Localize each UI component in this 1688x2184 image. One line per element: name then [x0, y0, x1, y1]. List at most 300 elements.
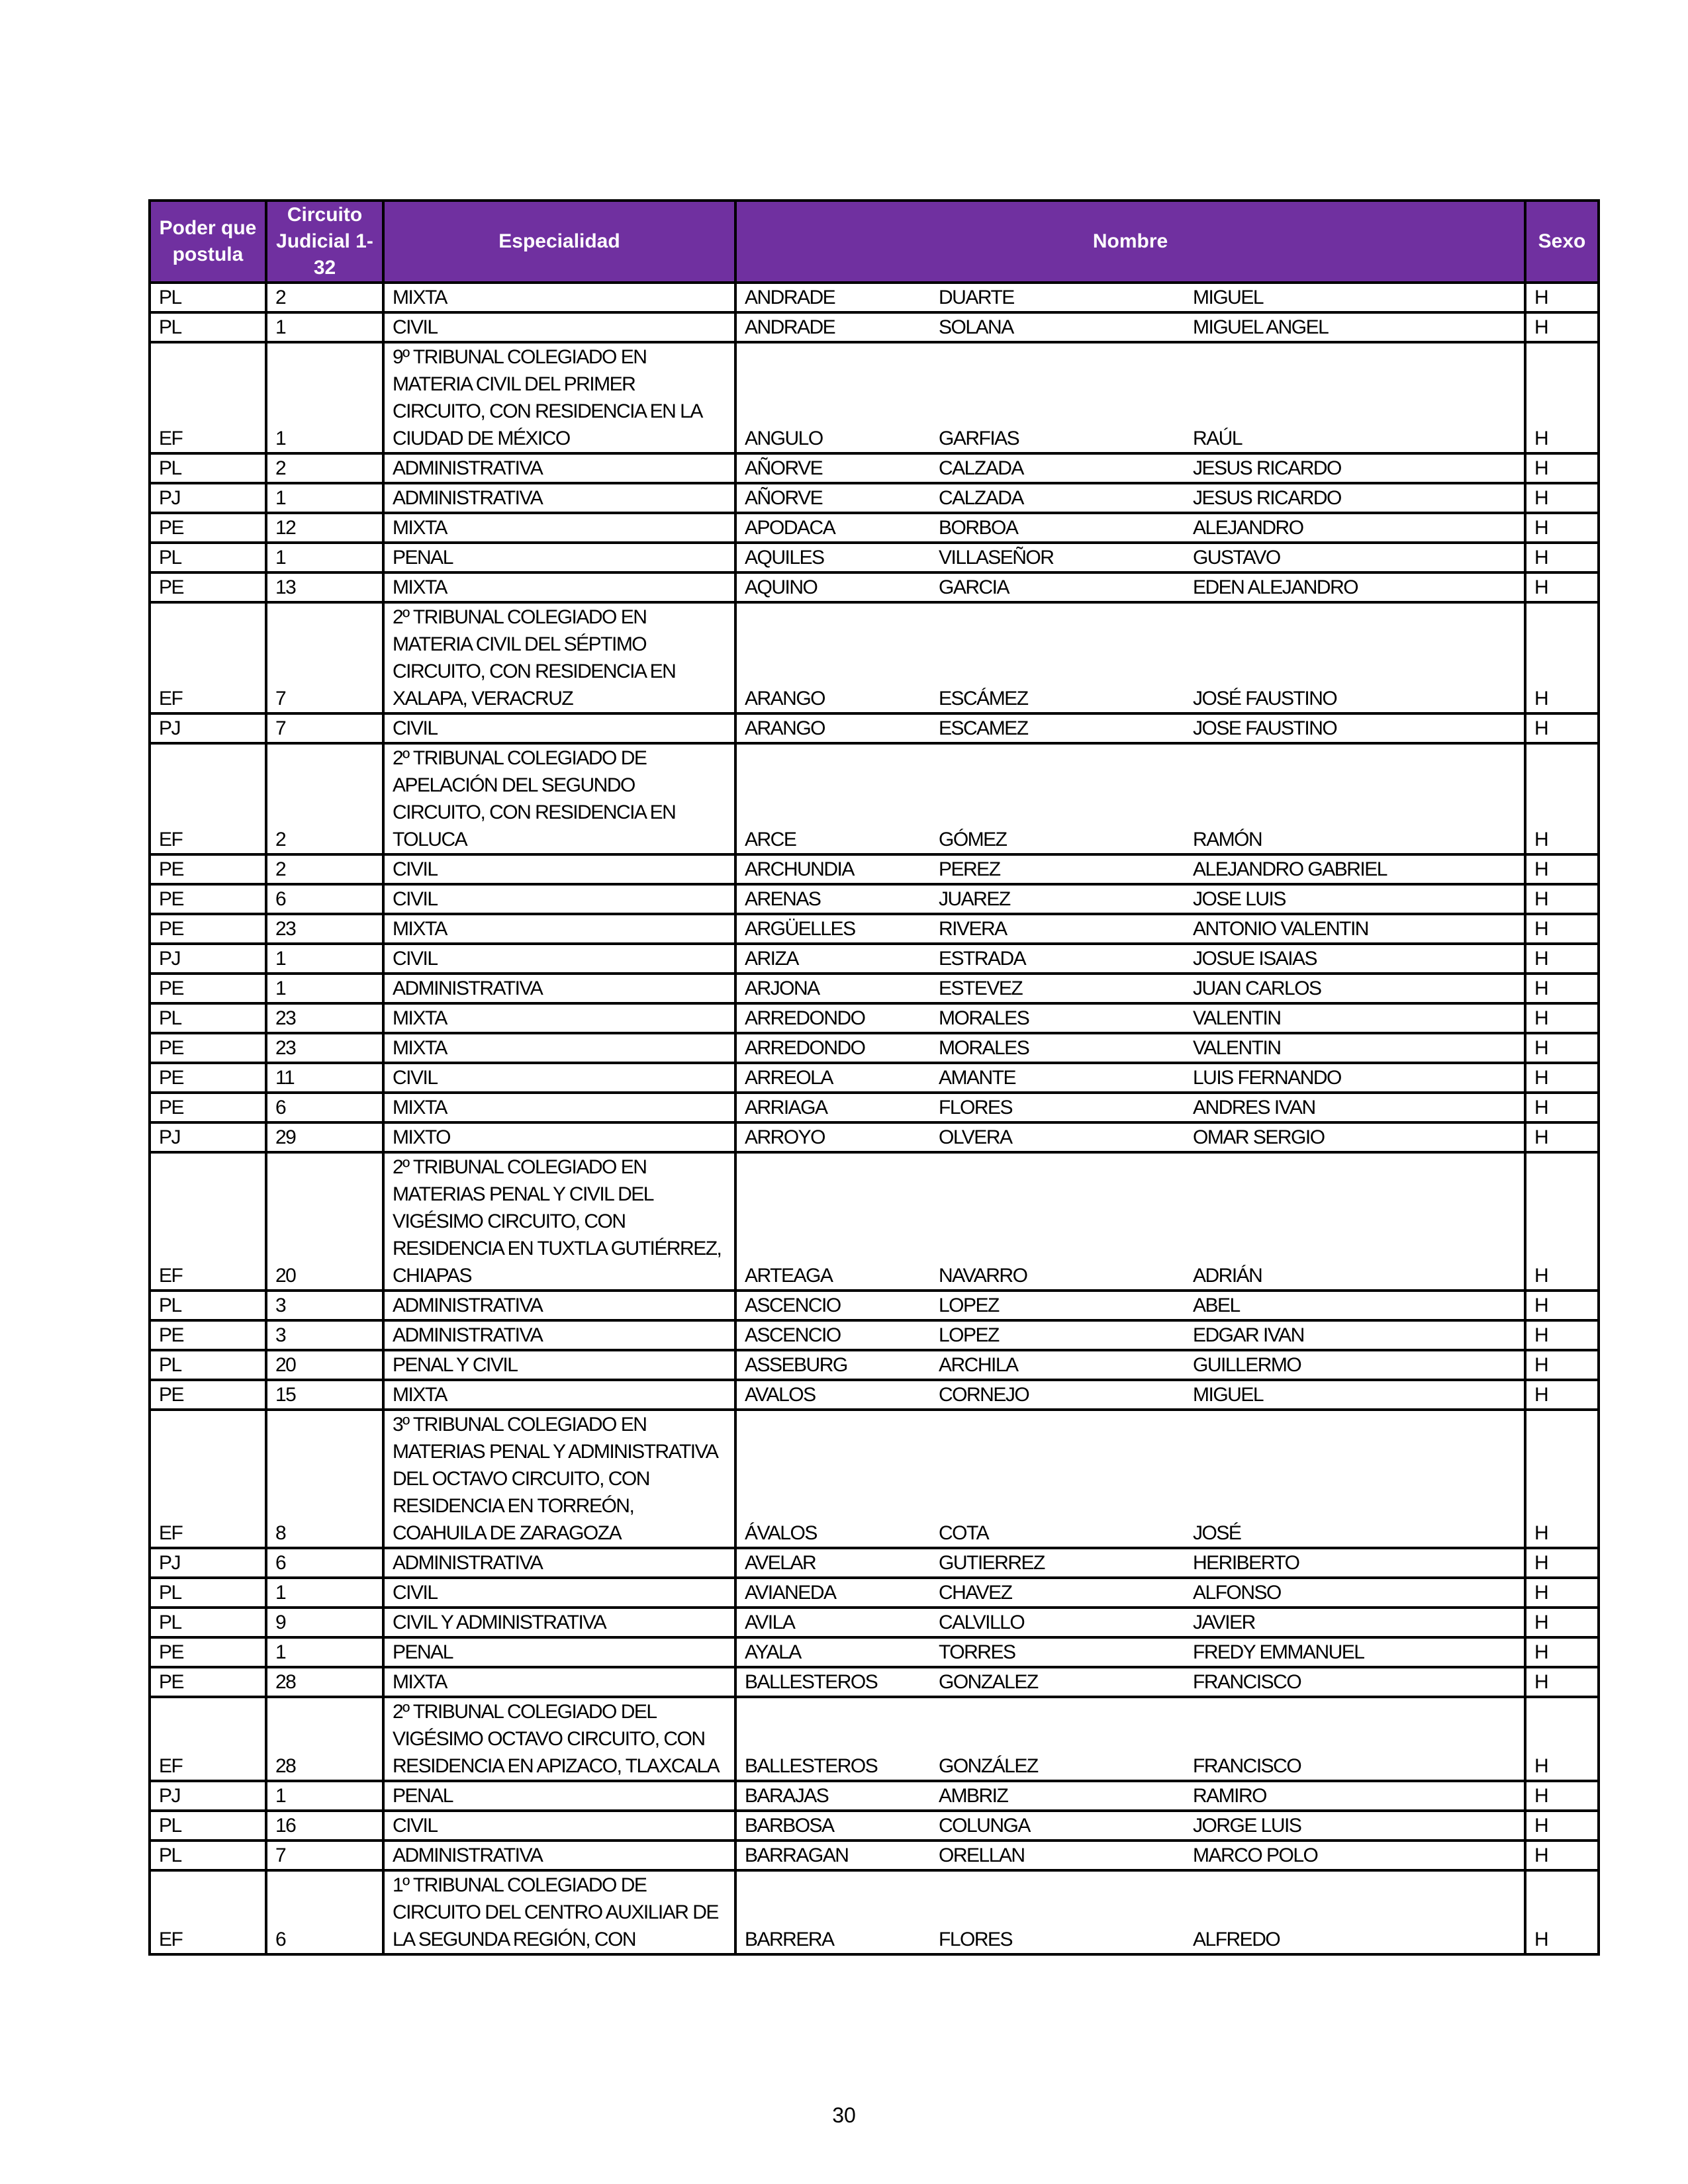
cell-sexo: H — [1525, 884, 1599, 914]
cell-especialidad: CIVIL — [383, 713, 735, 743]
cell-apellido-materno: CALVILLO — [931, 1608, 1185, 1637]
cell-circuito: 1 — [266, 312, 383, 342]
cell-especialidad: ADMINISTRATIVA — [383, 453, 735, 483]
cell-apellido-paterno: ANDRADE — [735, 312, 931, 342]
cell-circuito: 16 — [266, 1811, 383, 1841]
cell-apellido-materno: GUTIERREZ — [931, 1548, 1185, 1578]
cell-apellido-materno: AMBRIZ — [931, 1781, 1185, 1811]
cell-poder: PE — [150, 884, 266, 914]
cell-apellido-paterno: ARCHUNDIA — [735, 854, 931, 884]
cell-poder: PE — [150, 1667, 266, 1697]
table-row — [150, 1380, 1599, 1410]
cell-apellido-materno: SOLANA — [931, 312, 1185, 342]
table-header-row — [150, 201, 1599, 283]
cell-especialidad: MIXTA — [383, 1093, 735, 1122]
table-row — [150, 1870, 1599, 1954]
cell-nombre: RAMÓN — [1185, 743, 1525, 854]
cell-sexo: H — [1525, 483, 1599, 513]
cell-sexo: H — [1525, 312, 1599, 342]
cell-sexo: H — [1525, 1410, 1599, 1548]
cell-especialidad: CIVIL — [383, 312, 735, 342]
cell-poder: EF — [150, 602, 266, 713]
cell-circuito: 7 — [266, 713, 383, 743]
cell-sexo: H — [1525, 1870, 1599, 1954]
cell-sexo: H — [1525, 1667, 1599, 1697]
cell-sexo: H — [1525, 1811, 1599, 1841]
cell-sexo: H — [1525, 1841, 1599, 1870]
cell-circuito: 7 — [266, 1841, 383, 1870]
cell-circuito: 23 — [266, 914, 383, 944]
cell-sexo: H — [1525, 1637, 1599, 1667]
cell-apellido-materno: GONZÁLEZ — [931, 1697, 1185, 1781]
cell-poder: EF — [150, 1870, 266, 1954]
cell-apellido-paterno: ARTEAGA — [735, 1152, 931, 1291]
table-row — [150, 884, 1599, 914]
table-row — [150, 483, 1599, 513]
cell-poder: PE — [150, 513, 266, 543]
table-row — [150, 854, 1599, 884]
cell-nombre: JORGE LUIS — [1185, 1811, 1525, 1841]
cell-circuito: 2 — [266, 743, 383, 854]
cell-apellido-paterno: AQUILES — [735, 543, 931, 572]
cell-apellido-paterno: ARCE — [735, 743, 931, 854]
cell-poder: PE — [150, 1033, 266, 1063]
cell-apellido-materno: CALZADA — [931, 483, 1185, 513]
cell-circuito: 2 — [266, 854, 383, 884]
cell-especialidad: ADMINISTRATIVA — [383, 483, 735, 513]
cell-sexo: H — [1525, 453, 1599, 483]
page-number: 30 — [832, 2103, 856, 2127]
cell-circuito: 3 — [266, 1320, 383, 1350]
cell-nombre: JOSÉ FAUSTINO — [1185, 602, 1525, 713]
cell-nombre: MIGUEL — [1185, 1380, 1525, 1410]
cell-circuito: 1 — [266, 342, 383, 453]
cell-nombre: ABEL — [1185, 1291, 1525, 1320]
cell-apellido-materno: DUARTE — [931, 283, 1185, 312]
cell-especialidad: MIXTA — [383, 1033, 735, 1063]
cell-poder: PL — [150, 1811, 266, 1841]
table-row — [150, 1122, 1599, 1152]
cell-apellido-paterno: ASCENCIO — [735, 1291, 931, 1320]
cell-poder: PL — [150, 1841, 266, 1870]
cell-poder: PL — [150, 312, 266, 342]
cell-especialidad: CIVIL — [383, 884, 735, 914]
header-poder: Poder que postula — [150, 201, 266, 283]
candidates-table — [148, 199, 1600, 1956]
cell-especialidad: MIXTA — [383, 1667, 735, 1697]
cell-apellido-materno: FLORES — [931, 1093, 1185, 1122]
cell-poder: PL — [150, 543, 266, 572]
cell-circuito: 9 — [266, 1608, 383, 1637]
cell-especialidad: MIXTA — [383, 1003, 735, 1033]
cell-nombre: JOSÉ — [1185, 1410, 1525, 1548]
cell-apellido-materno: COLUNGA — [931, 1811, 1185, 1841]
cell-sexo: H — [1525, 283, 1599, 312]
cell-sexo: H — [1525, 1063, 1599, 1093]
cell-poder: PJ — [150, 713, 266, 743]
cell-apellido-paterno: AÑORVE — [735, 453, 931, 483]
cell-especialidad: PENAL — [383, 543, 735, 572]
cell-apellido-materno: ESTRADA — [931, 944, 1185, 974]
cell-nombre: ALEJANDRO GABRIEL — [1185, 854, 1525, 884]
cell-sexo: H — [1525, 713, 1599, 743]
cell-apellido-materno: ESTEVEZ — [931, 974, 1185, 1003]
cell-apellido-materno: ESCÁMEZ — [931, 602, 1185, 713]
cell-nombre: EDEN ALEJANDRO — [1185, 572, 1525, 602]
table-row — [150, 914, 1599, 944]
cell-nombre: ADRIÁN — [1185, 1152, 1525, 1291]
table-row — [150, 713, 1599, 743]
cell-apellido-paterno: ARANGO — [735, 602, 931, 713]
cell-apellido-materno: TORRES — [931, 1637, 1185, 1667]
cell-apellido-paterno: BALLESTEROS — [735, 1697, 931, 1781]
cell-apellido-materno: ORELLAN — [931, 1841, 1185, 1870]
table-row — [150, 1637, 1599, 1667]
table-row — [150, 1033, 1599, 1063]
cell-especialidad: 3º TRIBUNAL COLEGIADO EN MATERIAS PENAL Y ADMINISTRATIVA DEL OCTAVO CIRCUITO, CON RESIDENCIA EN TORREÓN, COAHUILA DE ZARAGOZA — [383, 1410, 735, 1548]
cell-apellido-materno: BORBOA — [931, 513, 1185, 543]
cell-circuito: 1 — [266, 1578, 383, 1608]
cell-nombre: OMAR SERGIO — [1185, 1122, 1525, 1152]
cell-especialidad: MIXTA — [383, 283, 735, 312]
cell-apellido-paterno: AVIANEDA — [735, 1578, 931, 1608]
cell-especialidad: ADMINISTRATIVA — [383, 1320, 735, 1350]
cell-sexo: H — [1525, 513, 1599, 543]
cell-poder: PE — [150, 914, 266, 944]
table-row — [150, 283, 1599, 312]
cell-especialidad: ADMINISTRATIVA — [383, 1548, 735, 1578]
cell-especialidad: 9º TRIBUNAL COLEGIADO EN MATERIA CIVIL DEL PRIMER CIRCUITO, CON RESIDENCIA EN LA CIUDAD DE MÉXICO — [383, 342, 735, 453]
cell-nombre: VALENTIN — [1185, 1003, 1525, 1033]
table-row — [150, 1781, 1599, 1811]
cell-sexo: H — [1525, 854, 1599, 884]
cell-especialidad: ADMINISTRATIVA — [383, 1841, 735, 1870]
cell-apellido-materno: CALZADA — [931, 453, 1185, 483]
table-row — [150, 1063, 1599, 1093]
cell-nombre: MIGUEL ANGEL — [1185, 312, 1525, 342]
cell-nombre: FREDY EMMANUEL — [1185, 1637, 1525, 1667]
cell-apellido-paterno: AVALOS — [735, 1380, 931, 1410]
cell-circuito: 1 — [266, 974, 383, 1003]
cell-nombre: LUIS FERNANDO — [1185, 1063, 1525, 1093]
cell-apellido-materno: MORALES — [931, 1033, 1185, 1063]
cell-apellido-paterno: ANDRADE — [735, 283, 931, 312]
cell-especialidad: CIVIL — [383, 854, 735, 884]
cell-apellido-paterno: ARREDONDO — [735, 1003, 931, 1033]
table-row — [150, 1003, 1599, 1033]
cell-apellido-materno: NAVARRO — [931, 1152, 1185, 1291]
cell-poder: PJ — [150, 1548, 266, 1578]
cell-apellido-materno: CORNEJO — [931, 1380, 1185, 1410]
cell-nombre: JESUS RICARDO — [1185, 483, 1525, 513]
cell-apellido-materno: JUAREZ — [931, 884, 1185, 914]
cell-nombre: RAMIRO — [1185, 1781, 1525, 1811]
cell-apellido-paterno: ARREDONDO — [735, 1033, 931, 1063]
cell-circuito: 8 — [266, 1410, 383, 1548]
cell-apellido-paterno: AQUINO — [735, 572, 931, 602]
table-row — [150, 1152, 1599, 1291]
cell-poder: EF — [150, 342, 266, 453]
cell-apellido-materno: LOPEZ — [931, 1291, 1185, 1320]
cell-especialidad: 2º TRIBUNAL COLEGIADO DE APELACIÓN DEL SEGUNDO CIRCUITO, CON RESIDENCIA EN TOLUCA — [383, 743, 735, 854]
cell-apellido-materno: CHAVEZ — [931, 1578, 1185, 1608]
cell-apellido-materno: GARFIAS — [931, 342, 1185, 453]
table-row — [150, 1291, 1599, 1320]
cell-poder: PE — [150, 854, 266, 884]
cell-sexo: H — [1525, 1152, 1599, 1291]
cell-sexo: H — [1525, 572, 1599, 602]
table-row — [150, 543, 1599, 572]
cell-poder: PE — [150, 572, 266, 602]
header-especialidad: Especialidad — [383, 201, 735, 283]
cell-apellido-paterno: BARBOSA — [735, 1811, 931, 1841]
cell-circuito: 20 — [266, 1350, 383, 1380]
cell-apellido-paterno: AYALA — [735, 1637, 931, 1667]
header-nombre: Nombre — [735, 201, 1525, 283]
cell-apellido-materno: GÓMEZ — [931, 743, 1185, 854]
cell-nombre: VALENTIN — [1185, 1033, 1525, 1063]
cell-especialidad: PENAL — [383, 1637, 735, 1667]
table-row — [150, 1350, 1599, 1380]
cell-circuito: 1 — [266, 483, 383, 513]
cell-circuito: 12 — [266, 513, 383, 543]
cell-apellido-materno: AMANTE — [931, 1063, 1185, 1093]
cell-nombre: GUSTAVO — [1185, 543, 1525, 572]
cell-poder: PL — [150, 1003, 266, 1033]
cell-apellido-materno: VILLASEÑOR — [931, 543, 1185, 572]
cell-apellido-paterno: ARIZA — [735, 944, 931, 974]
cell-especialidad: PENAL Y CIVIL — [383, 1350, 735, 1380]
table-row — [150, 1811, 1599, 1841]
cell-sexo: H — [1525, 914, 1599, 944]
cell-sexo: H — [1525, 1093, 1599, 1122]
cell-nombre: JOSUE ISAIAS — [1185, 944, 1525, 974]
cell-nombre: EDGAR IVAN — [1185, 1320, 1525, 1350]
table-row — [150, 453, 1599, 483]
cell-nombre: MARCO POLO — [1185, 1841, 1525, 1870]
cell-poder: PE — [150, 1637, 266, 1667]
cell-apellido-paterno: ARRIAGA — [735, 1093, 931, 1122]
cell-poder: PE — [150, 974, 266, 1003]
table-row — [150, 974, 1599, 1003]
table-row — [150, 513, 1599, 543]
cell-especialidad: PENAL — [383, 1781, 735, 1811]
cell-circuito: 28 — [266, 1697, 383, 1781]
cell-sexo: H — [1525, 602, 1599, 713]
cell-apellido-materno: ESCAMEZ — [931, 713, 1185, 743]
cell-especialidad: 1º TRIBUNAL COLEGIADO DE CIRCUITO DEL CENTRO AUXILIAR DE LA SEGUNDA REGIÓN, CON — [383, 1870, 735, 1954]
cell-apellido-paterno: ASCENCIO — [735, 1320, 931, 1350]
cell-apellido-paterno: AVILA — [735, 1608, 931, 1637]
cell-sexo: H — [1525, 1003, 1599, 1033]
cell-apellido-paterno: APODACA — [735, 513, 931, 543]
cell-sexo: H — [1525, 1380, 1599, 1410]
cell-nombre: JUAN CARLOS — [1185, 974, 1525, 1003]
cell-poder: EF — [150, 1152, 266, 1291]
cell-circuito: 3 — [266, 1291, 383, 1320]
cell-nombre: ALFREDO — [1185, 1870, 1525, 1954]
cell-sexo: H — [1525, 1608, 1599, 1637]
cell-poder: PL — [150, 1578, 266, 1608]
cell-apellido-materno: PEREZ — [931, 854, 1185, 884]
cell-sexo: H — [1525, 543, 1599, 572]
cell-apellido-paterno: BALLESTEROS — [735, 1667, 931, 1697]
cell-sexo: H — [1525, 342, 1599, 453]
cell-circuito: 1 — [266, 944, 383, 974]
cell-apellido-paterno: ARGÜELLES — [735, 914, 931, 944]
cell-apellido-paterno: BARAJAS — [735, 1781, 931, 1811]
cell-especialidad: MIXTA — [383, 513, 735, 543]
cell-circuito: 1 — [266, 1781, 383, 1811]
table-row — [150, 1578, 1599, 1608]
cell-sexo: H — [1525, 1320, 1599, 1350]
table-body — [150, 283, 1599, 1954]
cell-poder: PL — [150, 453, 266, 483]
cell-poder: EF — [150, 743, 266, 854]
cell-poder: PJ — [150, 1122, 266, 1152]
cell-apellido-paterno: ASSEBURG — [735, 1350, 931, 1380]
table-row — [150, 602, 1599, 713]
cell-nombre: ALEJANDRO — [1185, 513, 1525, 543]
cell-especialidad: MIXTA — [383, 572, 735, 602]
table-row — [150, 1697, 1599, 1781]
cell-circuito: 28 — [266, 1667, 383, 1697]
cell-circuito: 7 — [266, 602, 383, 713]
cell-especialidad: 2º TRIBUNAL COLEGIADO EN MATERIAS PENAL Y CIVIL DEL VIGÉSIMO CIRCUITO, CON RESIDENCIA EN TUXTLA GUTIÉRREZ, CHIAPAS — [383, 1152, 735, 1291]
cell-nombre: JOSE LUIS — [1185, 884, 1525, 914]
table-row — [150, 1320, 1599, 1350]
cell-poder: EF — [150, 1697, 266, 1781]
table-row — [150, 1608, 1599, 1637]
cell-nombre: JESUS RICARDO — [1185, 453, 1525, 483]
cell-apellido-paterno: ÁVALOS — [735, 1410, 931, 1548]
cell-circuito: 6 — [266, 1548, 383, 1578]
cell-nombre: RAÚL — [1185, 342, 1525, 453]
cell-apellido-materno: OLVERA — [931, 1122, 1185, 1152]
cell-especialidad: MIXTO — [383, 1122, 735, 1152]
cell-nombre: FRANCISCO — [1185, 1667, 1525, 1697]
cell-poder: PL — [150, 1350, 266, 1380]
cell-especialidad: 2º TRIBUNAL COLEGIADO EN MATERIA CIVIL DEL SÉPTIMO CIRCUITO, CON RESIDENCIA EN XALAPA, VERACRUZ — [383, 602, 735, 713]
cell-apellido-paterno: BARRERA — [735, 1870, 931, 1954]
cell-especialidad: ADMINISTRATIVA — [383, 974, 735, 1003]
cell-circuito: 23 — [266, 1003, 383, 1033]
cell-nombre: JOSE FAUSTINO — [1185, 713, 1525, 743]
cell-poder: PJ — [150, 483, 266, 513]
cell-circuito: 13 — [266, 572, 383, 602]
cell-especialidad: CIVIL Y ADMINISTRATIVA — [383, 1608, 735, 1637]
cell-circuito: 6 — [266, 884, 383, 914]
table-row — [150, 1410, 1599, 1548]
cell-especialidad: CIVIL — [383, 944, 735, 974]
cell-circuito: 23 — [266, 1033, 383, 1063]
cell-apellido-paterno: BARRAGAN — [735, 1841, 931, 1870]
cell-especialidad: 2º TRIBUNAL COLEGIADO DEL VIGÉSIMO OCTAVO CIRCUITO, CON RESIDENCIA EN APIZACO, TLAXCALA — [383, 1697, 735, 1781]
table-row — [150, 1093, 1599, 1122]
cell-nombre: JAVIER — [1185, 1608, 1525, 1637]
cell-circuito: 6 — [266, 1093, 383, 1122]
cell-circuito: 20 — [266, 1152, 383, 1291]
cell-apellido-materno: MORALES — [931, 1003, 1185, 1033]
cell-poder: PE — [150, 1320, 266, 1350]
cell-poder: PE — [150, 1380, 266, 1410]
table-row — [150, 1548, 1599, 1578]
cell-sexo: H — [1525, 1033, 1599, 1063]
cell-nombre: MIGUEL — [1185, 283, 1525, 312]
cell-especialidad: CIVIL — [383, 1578, 735, 1608]
cell-sexo: H — [1525, 944, 1599, 974]
cell-apellido-materno: RIVERA — [931, 914, 1185, 944]
cell-nombre: ALFONSO — [1185, 1578, 1525, 1608]
cell-circuito: 2 — [266, 283, 383, 312]
header-sexo: Sexo — [1525, 201, 1599, 283]
table-row — [150, 944, 1599, 974]
cell-sexo: H — [1525, 743, 1599, 854]
cell-apellido-paterno: ARREOLA — [735, 1063, 931, 1093]
cell-apellido-paterno: AÑORVE — [735, 483, 931, 513]
cell-circuito: 2 — [266, 453, 383, 483]
cell-apellido-materno: ARCHILA — [931, 1350, 1185, 1380]
cell-poder: PJ — [150, 944, 266, 974]
cell-especialidad: CIVIL — [383, 1811, 735, 1841]
cell-especialidad: ADMINISTRATIVA — [383, 1291, 735, 1320]
cell-nombre: HERIBERTO — [1185, 1548, 1525, 1578]
cell-apellido-paterno: ARANGO — [735, 713, 931, 743]
cell-apellido-materno: COTA — [931, 1410, 1185, 1548]
cell-apellido-paterno: ARROYO — [735, 1122, 931, 1152]
cell-especialidad: MIXTA — [383, 914, 735, 944]
cell-poder: PE — [150, 1093, 266, 1122]
cell-nombre: ANTONIO VALENTIN — [1185, 914, 1525, 944]
cell-apellido-materno: GONZALEZ — [931, 1667, 1185, 1697]
cell-sexo: H — [1525, 1697, 1599, 1781]
cell-nombre: ANDRES IVAN — [1185, 1093, 1525, 1122]
table-row — [150, 1667, 1599, 1697]
cell-apellido-paterno: ARENAS — [735, 884, 931, 914]
cell-circuito: 29 — [266, 1122, 383, 1152]
cell-apellido-materno: LOPEZ — [931, 1320, 1185, 1350]
cell-circuito: 15 — [266, 1380, 383, 1410]
cell-poder: EF — [150, 1410, 266, 1548]
header-circuito: Circuito Judicial 1-32 — [266, 201, 383, 283]
cell-poder: PJ — [150, 1781, 266, 1811]
cell-circuito: 11 — [266, 1063, 383, 1093]
cell-apellido-paterno: AVELAR — [735, 1548, 931, 1578]
cell-poder: PE — [150, 1063, 266, 1093]
cell-nombre: GUILLERMO — [1185, 1350, 1525, 1380]
cell-especialidad: MIXTA — [383, 1380, 735, 1410]
cell-sexo: H — [1525, 1578, 1599, 1608]
table-row — [150, 312, 1599, 342]
cell-apellido-paterno: ARJONA — [735, 974, 931, 1003]
cell-poder: PL — [150, 1608, 266, 1637]
cell-apellido-materno: FLORES — [931, 1870, 1185, 1954]
cell-especialidad: CIVIL — [383, 1063, 735, 1093]
cell-circuito: 1 — [266, 1637, 383, 1667]
cell-sexo: H — [1525, 1781, 1599, 1811]
cell-sexo: H — [1525, 1122, 1599, 1152]
cell-sexo: H — [1525, 974, 1599, 1003]
cell-apellido-materno: GARCIA — [931, 572, 1185, 602]
cell-circuito: 6 — [266, 1870, 383, 1954]
cell-poder: PL — [150, 283, 266, 312]
table-row — [150, 743, 1599, 854]
cell-sexo: H — [1525, 1291, 1599, 1320]
cell-sexo: H — [1525, 1350, 1599, 1380]
table-row — [150, 572, 1599, 602]
cell-poder: PL — [150, 1291, 266, 1320]
cell-sexo: H — [1525, 1548, 1599, 1578]
